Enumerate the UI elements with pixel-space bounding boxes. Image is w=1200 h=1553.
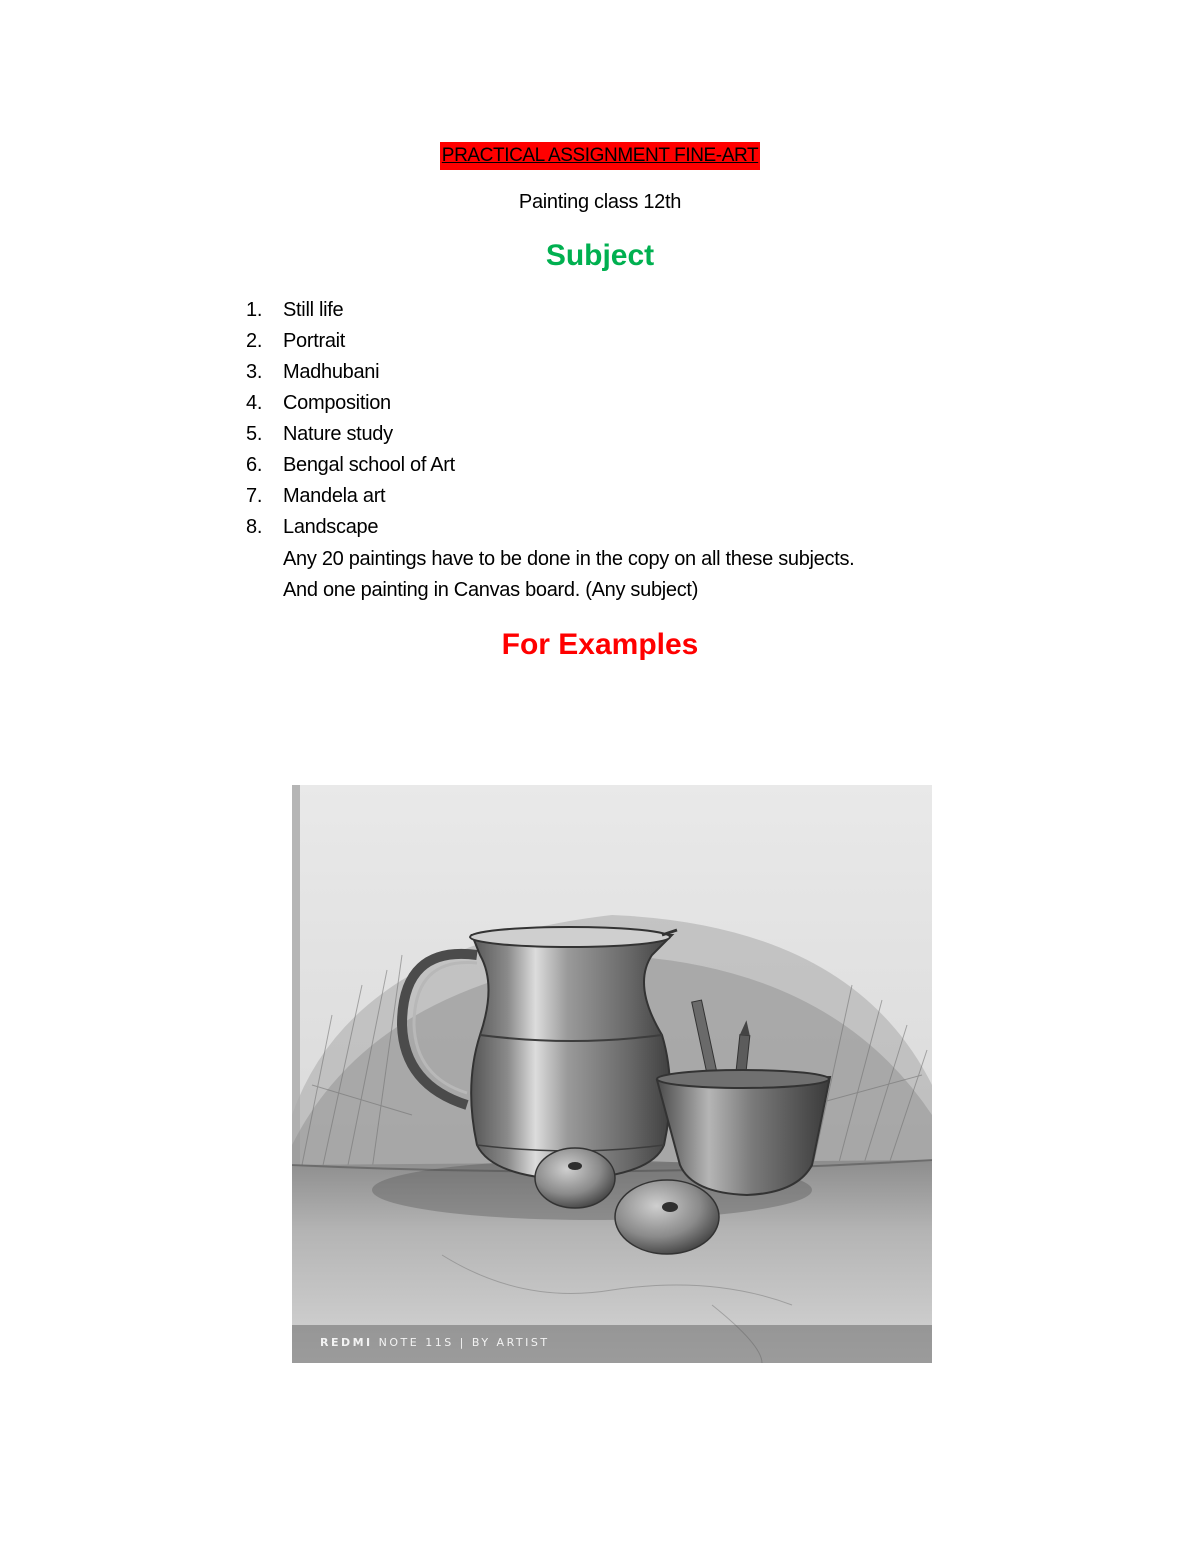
subject-label: Mandela art xyxy=(283,485,386,507)
watermark-brand: REDMI xyxy=(320,1336,373,1349)
subject-label: Composition xyxy=(283,392,391,414)
subject-number: 7. xyxy=(246,485,263,507)
instruction-line-2: And one painting in Canvas board. (Any subject) xyxy=(283,579,699,601)
subject-item xyxy=(246,481,455,512)
subject-label: Madhubani xyxy=(283,361,380,383)
pencil-sketch-illustration xyxy=(292,785,932,1363)
subject-item xyxy=(246,295,455,326)
subject-label: Bengal school of Art xyxy=(283,454,455,476)
subject-item xyxy=(246,326,455,357)
watermark-text: NOTE 11S | BY ARTIST xyxy=(372,1336,550,1349)
subject-label: Portrait xyxy=(283,330,346,352)
subject-label: Still life xyxy=(283,299,344,321)
subject-label: Landscape xyxy=(283,516,379,538)
subject-number: 4. xyxy=(246,392,263,414)
instruction-line-1: Any 20 paintings have to be done in the copy on all these subjects. xyxy=(283,548,855,570)
subject-number: 3. xyxy=(246,361,263,383)
photo-watermark xyxy=(320,1336,550,1349)
subject-item xyxy=(246,512,455,543)
class-subtitle: Painting class 12th xyxy=(518,191,682,213)
subject-number: 5. xyxy=(246,423,263,445)
assignment-title: PRACTICAL ASSIGNMENT FINE-ART xyxy=(440,142,760,170)
subject-number: 8. xyxy=(246,516,263,538)
subject-item xyxy=(246,419,455,450)
subject-number: 6. xyxy=(246,454,263,476)
subject-item xyxy=(246,450,455,481)
subject-number: 1. xyxy=(246,299,263,321)
subject-heading: Subject xyxy=(545,239,655,272)
examples-heading: For Examples xyxy=(501,628,699,661)
subject-item xyxy=(246,357,455,388)
subject-number: 2. xyxy=(246,330,263,352)
still-life-sketch-image xyxy=(292,785,932,1363)
subject-item xyxy=(246,388,455,419)
title-row xyxy=(0,142,1200,170)
subject-list xyxy=(246,295,455,543)
subject-label: Nature study xyxy=(283,423,393,445)
